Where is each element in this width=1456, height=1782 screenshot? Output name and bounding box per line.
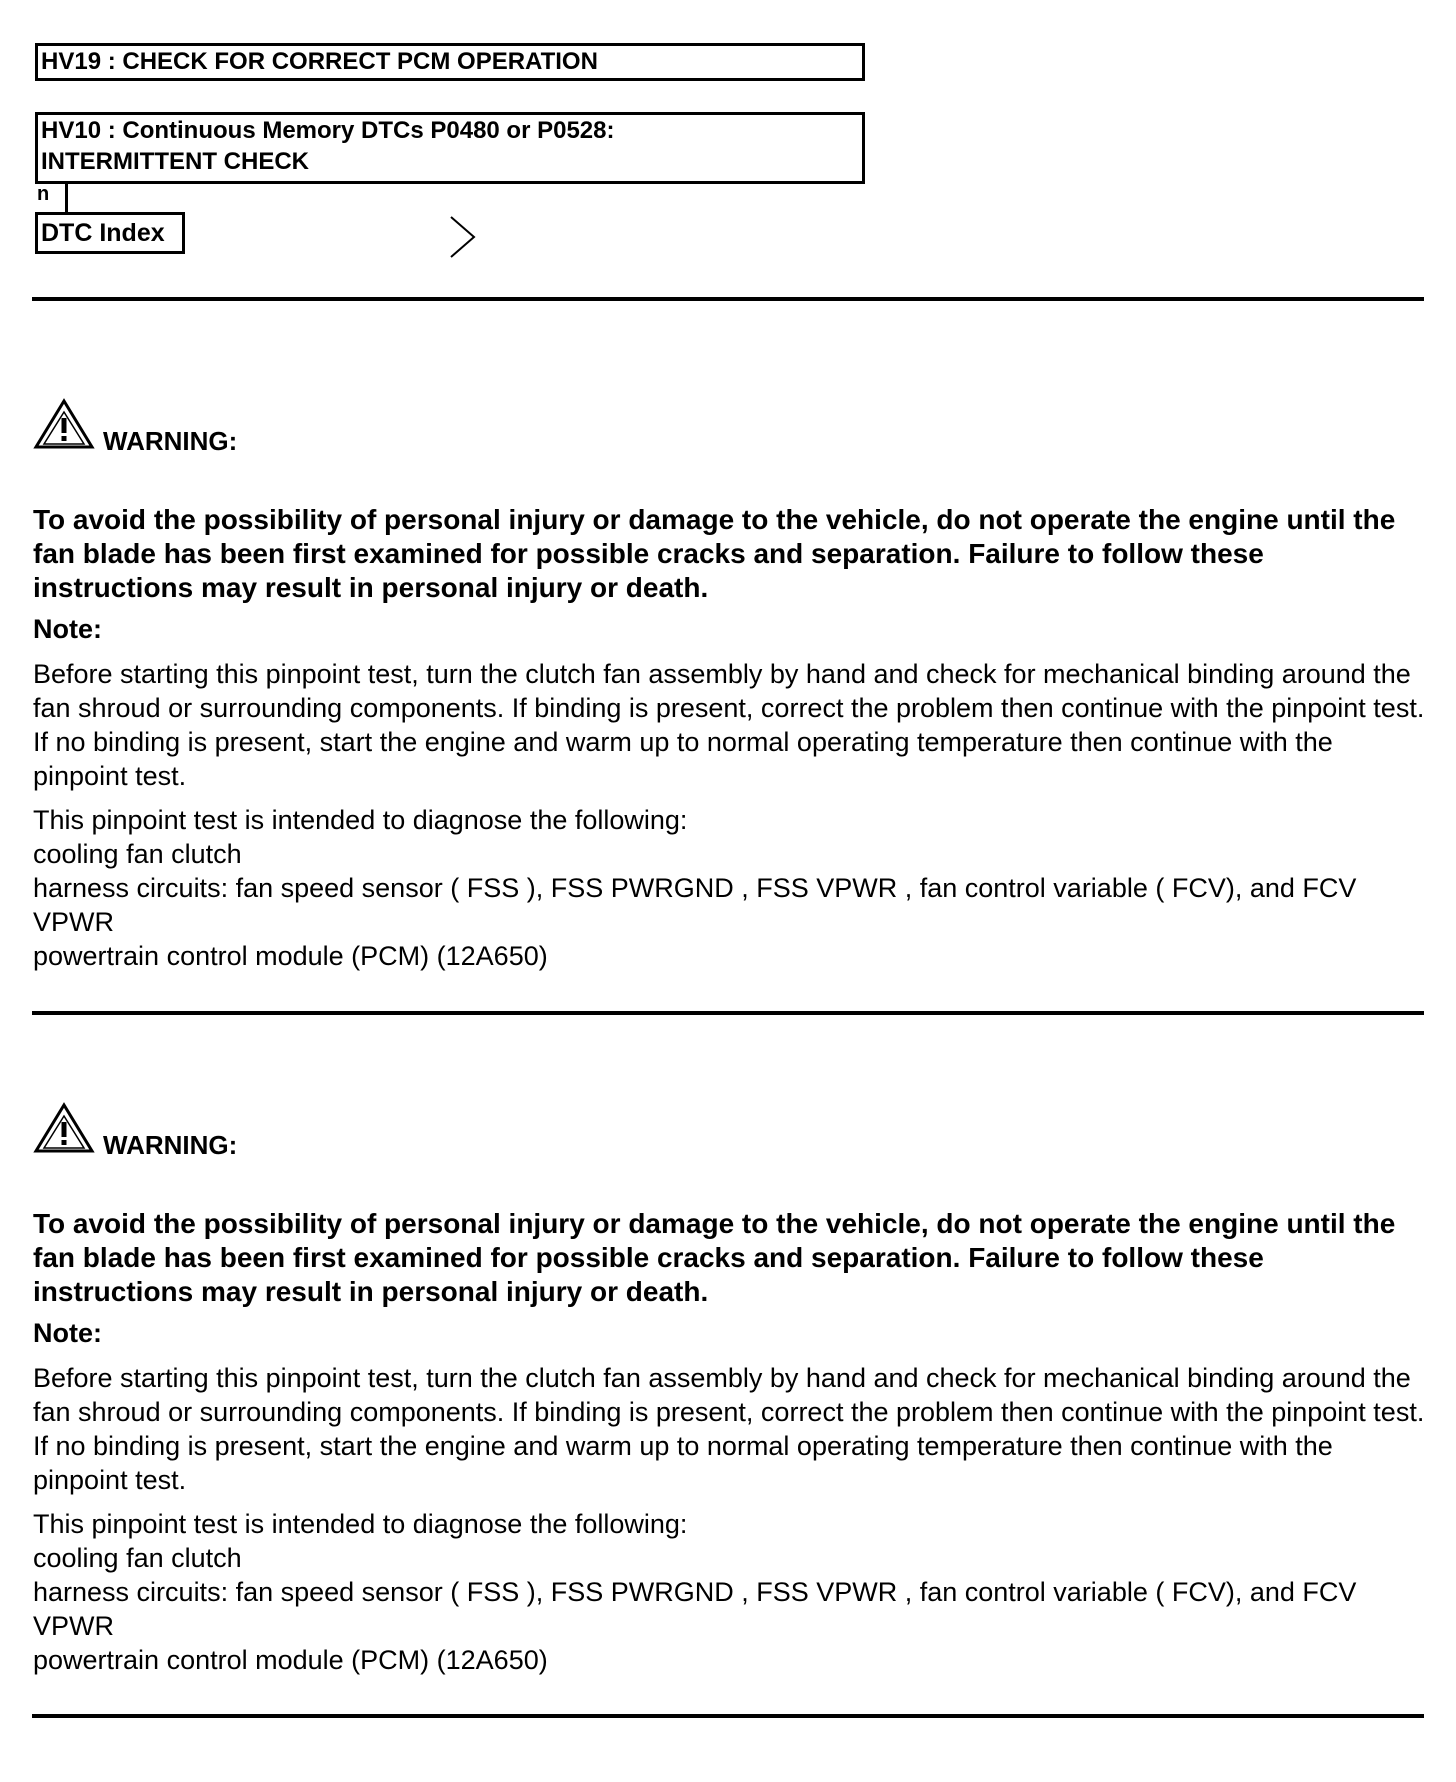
warning-label: WARNING:: [103, 1130, 238, 1160]
divider: [32, 1011, 1424, 1015]
list-item: harness circuits: fan speed sensor ( FSS ), FSS PWRGND , FSS VPWR , fan control variable ( FCV), and FCV VPWR: [33, 873, 1357, 937]
link-dtc-index[interactable]: DTC Index: [35, 212, 185, 254]
diagnose-list: [33, 803, 1428, 973]
warning-triangle-icon: [33, 1102, 95, 1154]
warning-triangle-icon: [33, 398, 95, 450]
note-label: Note:: [33, 614, 102, 644]
note-label: Note:: [33, 1318, 102, 1348]
list-item: cooling fan clutch: [33, 1543, 242, 1573]
link-hv10-intermittent-check[interactable]: [35, 112, 865, 184]
connector-line: [65, 183, 68, 213]
list-item: powertrain control module (PCM) (12A650): [33, 1645, 548, 1675]
warning-text: To avoid the possibility of personal injury or damage to the vehicle, do not operate the engine until the fan blade has been first examined for possible cracks and separation. Failure to follow these instructions may result in personal injury or death.: [33, 504, 1396, 603]
warning-label: WARNING:: [103, 426, 238, 456]
link-hv19-check-pcm[interactable]: HV19 : CHECK FOR CORRECT PCM OPERATION: [35, 43, 865, 81]
list-item: powertrain control module (PCM) (12A650): [33, 941, 548, 971]
pinpoint-section: [33, 398, 1428, 973]
divider: [32, 1714, 1424, 1718]
hv10-line2: INTERMITTENT CHECK: [41, 148, 309, 175]
hv10-line1: HV10 : Continuous Memory DTCs P0480 or P0528:: [41, 117, 615, 144]
list-item: harness circuits: fan speed sensor ( FSS ), FSS PWRGND , FSS VPWR , fan control variable ( FCV), and FCV VPWR: [33, 1577, 1357, 1641]
note-text: Before starting this pinpoint test, turn the clutch fan assembly by hand and check for mechanical binding around the fan shroud or surrounding components. If binding is present, correct the problem then continue with the pinpoint test. If no binding is present, start the engine and warm up to normal operating temperature then continue with the pinpoint test.: [33, 659, 1425, 791]
list-item: cooling fan clutch: [33, 839, 242, 869]
diagnose-intro: This pinpoint test is intended to diagnose the following:: [33, 805, 688, 835]
warning-text: To avoid the possibility of personal injury or damage to the vehicle, do not operate the engine until the fan blade has been first examined for possible cracks and separation. Failure to follow these instructions may result in personal injury or death.: [33, 1208, 1396, 1307]
divider: [32, 297, 1424, 301]
pinpoint-section: [33, 1102, 1428, 1677]
chevron-right-icon[interactable]: [448, 214, 478, 260]
diagnose-list: [33, 1507, 1428, 1677]
diagnose-intro: This pinpoint test is intended to diagnose the following:: [33, 1509, 688, 1539]
n-marker: n: [37, 183, 50, 205]
note-text: Before starting this pinpoint test, turn the clutch fan assembly by hand and check for mechanical binding around the fan shroud or surrounding components. If binding is present, correct the problem then continue with the pinpoint test. If no binding is present, start the engine and warm up to normal operating temperature then continue with the pinpoint test.: [33, 1363, 1425, 1495]
